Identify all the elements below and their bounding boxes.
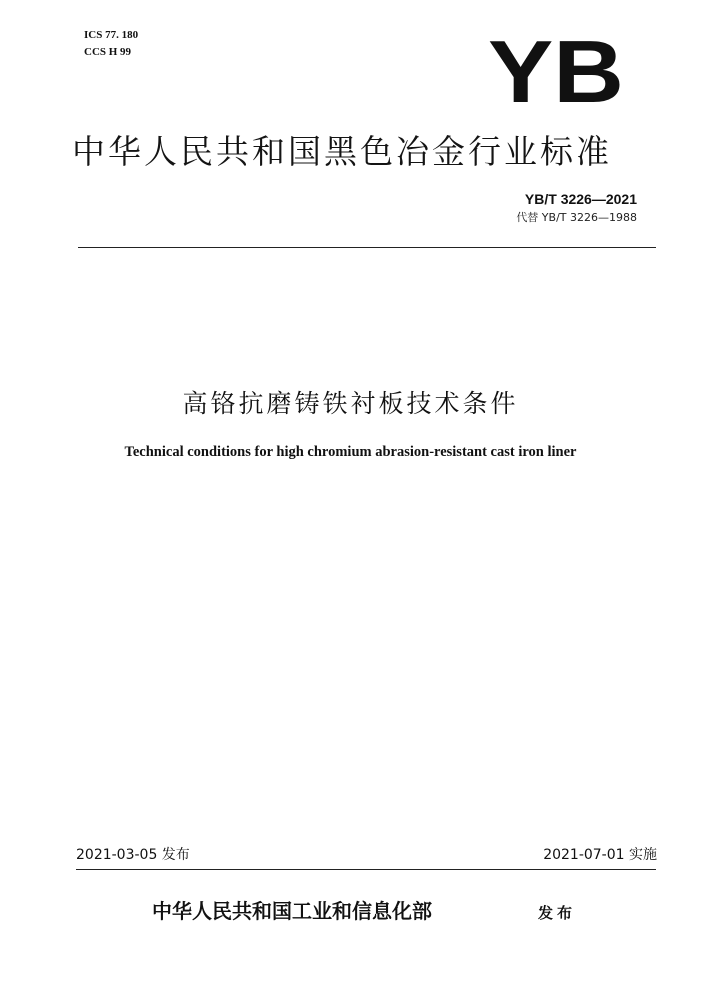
implementation-date: 2021-07-01 实施: [543, 847, 657, 863]
ccs-code: CCS H 99: [84, 46, 132, 58]
industry-standard-title: 中华人民共和国黑色冶金行业标准: [72, 132, 612, 171]
document-title-chinese: 高铬抗磨铸铁衬板技术条件: [182, 389, 519, 418]
document-title-english: Technical conditions for high chromium abrasion-resistant cast iron liner: [124, 444, 577, 460]
top-divider: [78, 247, 656, 248]
issue-date: 2021-03-05 发布: [76, 847, 190, 863]
standard-number: YB/T 3226—2021: [524, 191, 637, 207]
publish-label: 发布: [538, 904, 577, 922]
ics-code: ICS 77. 180: [84, 29, 139, 41]
issuing-ministry: 中华人民共和国工业和信息化部: [152, 899, 432, 923]
yb-logo-text: YB: [488, 36, 624, 106]
replaces-standard: 代替 YB/T 3226—1988: [516, 211, 637, 224]
yb-logo: [486, 36, 626, 106]
bottom-divider: [76, 869, 656, 870]
